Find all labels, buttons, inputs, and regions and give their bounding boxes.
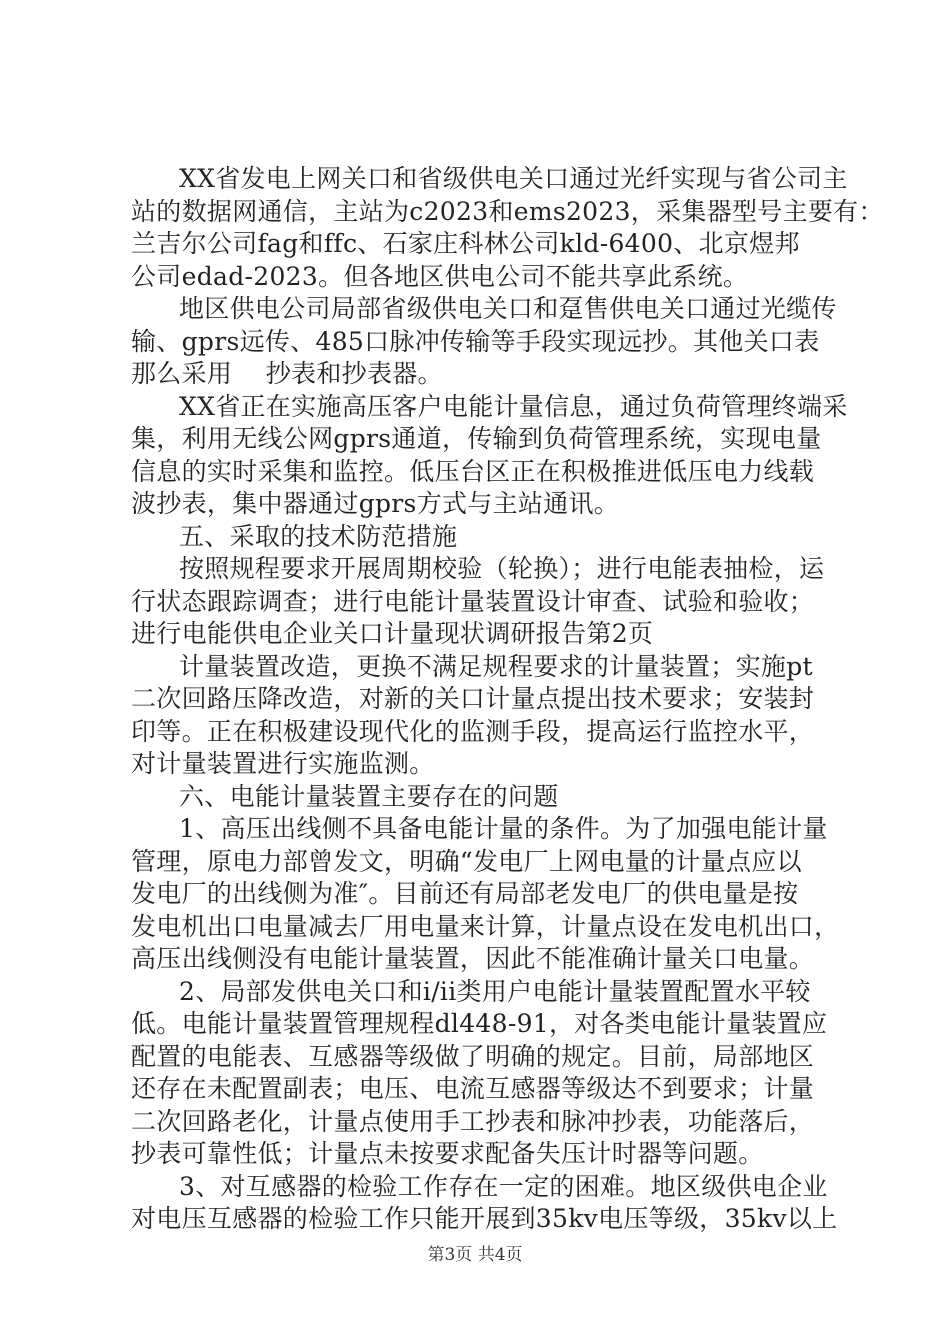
text-lines <box>131 163 884 1236</box>
text-line: 抄表可靠性低；计量点未按要求配备失压计时器等问题。 <box>131 1139 764 1168</box>
document-body <box>131 163 884 1236</box>
page-footer: 第3页 共4页 <box>427 1245 523 1265</box>
text-line: 3、对互感器的检验工作存在一定的困难。地区级供电企业 <box>179 1171 828 1201</box>
text-line: 管理，原电力部曾发文，明确“发电厂上网电量的计量点应以 <box>131 846 802 876</box>
text-line: 2、局部发供电关口和i/ii类用户电能计量装置配置水平较 <box>179 976 811 1006</box>
text-line: 行状态跟踪调查；进行电能计量装置设计审查、试验和验收； <box>131 586 815 616</box>
text-line: 发电厂的出线侧为准″。目前还有局部老发电厂的供电量是按 <box>131 879 799 908</box>
text-line: 印等。正在积极建设现代化的监测手段，提高运行监控水平， <box>131 716 815 746</box>
text-line: 按照规程要求开展周期校验（轮换）；进行电能表抽检，运 <box>179 554 825 583</box>
text-line: 配置的电能表、互感器等级做了明确的规定。目前，局部地区 <box>131 1041 815 1071</box>
text-line: 发电机出口电量减去厂用电量来计算，计量点设在发电机出口， <box>131 911 840 941</box>
text-line: 兰吉尔公司fag和ffc、石家庄科林公司kld-6400、北京煜邦 <box>131 229 800 258</box>
text-line: 还存在未配置副表；电压、电流互感器等级达不到要求；计量 <box>131 1074 815 1103</box>
text-line: 计量装置改造，更换不满足规程要求的计量装置；实施pt <box>179 651 813 681</box>
text-line: 地区供电公司局部省级供电关口和趸售供电关口通过光缆传 <box>179 294 837 323</box>
text-line: 低。电能计量装置管理规程dl448-91，对各类电能计量装置应 <box>131 1009 828 1038</box>
text-line: 高压出线侧没有电能计量装置，因此不能准确计量关口电量。 <box>131 944 815 973</box>
text-line: 对计量装置进行实施监测。 <box>131 749 435 778</box>
text-line: 五、采取的技术防范措施 <box>179 521 458 551</box>
text-line: 信息的实时采集和监控。低压台区正在积极推进低压电力线载 <box>131 456 815 486</box>
text-line: 公司edad-2023。但各地区供电公司不能共享此系统。 <box>131 261 749 291</box>
text-line: 对电压互感器的检验工作只能开展到35kv电压等级，35kv以上 <box>131 1204 838 1233</box>
text-line: 输、gprs远传、485口脉冲传输等手段实现远抄。其他关口表 <box>131 326 820 356</box>
text-line: XX省正在实施高压客户电能计量信息，通过负荷管理终端采 <box>179 391 848 421</box>
text-line: 进行电能供电企业关口计量现状调研报告第2页 <box>131 619 654 648</box>
text-line: XX省发电上网关口和省级供电关口通过光纤实现与省公司主 <box>179 164 848 193</box>
text-line: 那么采用 抄表和抄表器。 <box>131 359 443 388</box>
text-line: 1、高压出线侧不具备电能计量的条件。为了加强电能计量 <box>179 814 828 843</box>
text-line: 站的数据网通信，主站为c2023和ems2023，采集器型号主要有： <box>131 196 884 226</box>
text-line: 二次回路压降改造，对新的关口计量点提出技术要求；安装封 <box>131 684 815 713</box>
text-line: 二次回路老化，计量点使用手工抄表和脉冲抄表，功能落后， <box>131 1106 815 1136</box>
text-line: 波抄表，集中器通过gprs方式与主站通讯。 <box>131 489 620 518</box>
text-line: 集，利用无线公网gprs通道，传输到负荷管理系统，实现电量 <box>131 424 822 453</box>
text-line: 六、电能计量装置主要存在的问题 <box>179 781 559 811</box>
